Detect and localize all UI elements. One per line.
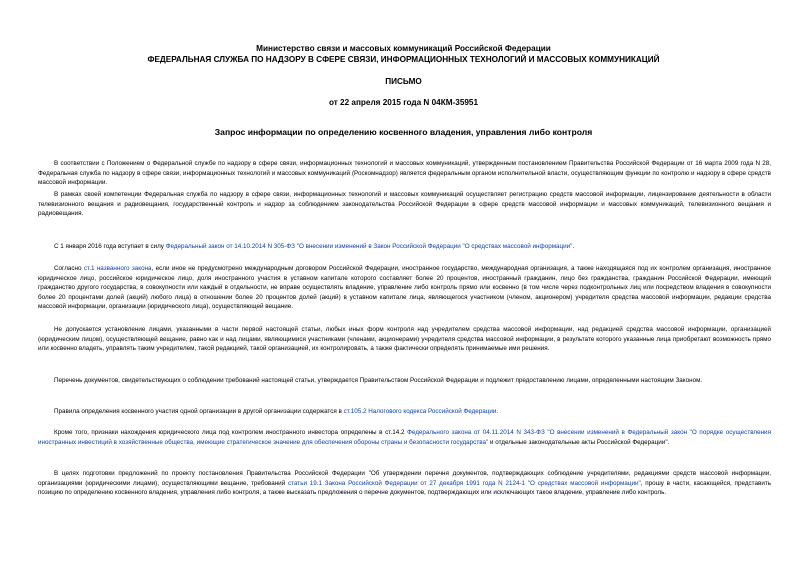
paragraph-3-end: .	[572, 243, 575, 250]
federal-law-343-link[interactable]: Федерального закона от 04.11.2014 N 343-ФЗ "О внесении изменений в Федеральный закон "О порядке осуществления иностранных инвестиций в хозяйственные общества, имеющие стратегическое значение для обеспечения обороны страны и безопасности государства"	[38, 429, 771, 446]
paragraph-4-body: , если иное не предусмотрено международным договором Российской Федерации, иностранное государство, международная организация, а также находящаяся под их контролем организация, иностранное юридическое лицо, российское юридическое лицо, доля иностранного участия в уставном капитале которого составляет более 20 процентов, иностранный гражданин, лицо без гражданства, гражданин Российской Федерации, имеющий гражданство другого государства, в совокупности или каждый в отдельности, не вправе осуществлять владение, управление либо контроль прямо или косвенно (в том числе через подконтрольных лиц или посредством владения в совокупности более 20 процентами долей (акций) любого лица) в отношении более 20 процентов долей (акций) в уставном капитале лица, являющегося участником (членом, акционером) учредителя средства массовой информации, редакции средства массовой информации, организации (юридического лица), осуществляющей вещание.	[38, 265, 771, 310]
paragraph-8	[38, 428, 771, 447]
paragraph-9	[38, 469, 771, 498]
paragraph-3	[38, 242, 771, 252]
paragraph-8-end: и отдельные законодательные акты Российской Федерации".	[488, 438, 670, 446]
paragraph-3-text: С 1 января 2016 года вступает в силу	[54, 243, 166, 250]
article-19-1-link[interactable]: статьи 19.1 Закона Российской Федерации от 27 декабря 1991 года N 2124-1 "О средствах массовой информации"	[287, 479, 641, 487]
document-type: ПИСЬМО	[385, 77, 422, 86]
paragraph-2: В рамках своей компетенции Федеральная служба по надзору в сфере связи, информационных технологий и массовых коммуникаций осуществляет регистрацию средств массовой информации, лицензирование деятельности в области телевизионного вещания и радиовещания, государственный контроль и надзор за соблюдением законодательства Российской Федерации в сфере средств массовой информации и массовых коммуникаций, телевизионного вещания и радиовещания.	[38, 191, 771, 217]
paragraph-7-end: .	[496, 408, 499, 415]
tax-code-article-link[interactable]: ст.105.2 Налогового кодекса Российской Федерации	[343, 408, 497, 415]
paragraph-9-text: В целях подготовки предложений по проекту постановления Правительства Российской Федерации "Об утверждении перечня документов, подтверждающих соблюдение учредителями, редакциями средств массовой информации, организациями (юридическими лицами), осуществляющими вещание, требований	[38, 470, 771, 487]
paragraph-4-text: Согласно	[54, 265, 84, 272]
paragraph-1: В соответствии с Положением о Федеральной службе по надзору в сфере связи, информационных технологий и массовых коммуникаций, утвержденным постановлением Правительства Российской Федерации от 16 марта 2009 года N 28, Федеральная служба по надзору в сфере связи, информационных технологий и массовых коммуникаций (Роскомнадзор) является федеральным органом исполнительной власти, осуществляющим функции по контролю и надзору в сфере средств массовой информации.	[38, 160, 771, 186]
paragraph-7-text: Правила определения косвенного участия одной организации в другой организации содержатся в	[54, 408, 344, 415]
document-date-number: от 22 апреля 2015 года N 04КМ-35951	[328, 98, 479, 107]
federal-law-305-link[interactable]: Федеральный закон от 14.10.2014 N 305-ФЗ "О внесении изменений в Закон Российской Федерации "О средствах массовой информации"	[165, 243, 573, 250]
paragraph-4	[38, 264, 771, 312]
paragraph-7	[38, 407, 771, 417]
document-subject: Запрос информации по определению косвенного владения, управления либо контроля	[214, 127, 593, 137]
ministry-name: Министерство связи и массовых коммуникаций Российской Федерации	[256, 44, 551, 53]
paragraph-9-end: , прошу в части, касающейся, представить позицию по определению косвенного владения, управления либо контроля, а также высказать предложения о перечне документов, подтверждающих или исключающих такое владение, управление либо контроль.	[38, 479, 771, 496]
paragraph-6: Перечень документов, свидетельствующих о соблюдении требований настоящей статьи, утверждается Правительством Российской Федерации и подлежит предоставлению лицами, определенными настоящим Законом.	[54, 377, 703, 384]
service-name: ФЕДЕРАЛЬНАЯ СЛУЖБА ПО НАДЗОРУ В СФЕРЕ СВЯЗИ, ИНФОРМАЦИОННЫХ ТЕХНОЛОГИЙ И МАССОВЫХ КОММУНИКАЦИЙ	[147, 55, 660, 64]
paragraph-5: Не допускается установление лицами, указанными в части первой настоящей статьи, любых иных форм контроля над учредителем средства массовой информации, над редакцией средства массовой информации, организацией (юридическим лицом), осуществляющей вещание, равно как и над лицами, являющимися участниками (членами, акционерами) учредителя средства массовой информации, в результате которого указанные лица приобретают возможность прямо или косвенно владеть, управлять таким учредителем, такой редакцией, такой организацией, их контролировать, а также фактически определять принимаемые ими решения.	[38, 326, 771, 352]
article-1-link[interactable]: ст.1 названного закона	[83, 265, 152, 272]
paragraph-8-text: Кроме того, признаки нахождения юридического лица под контролем иностранного инвестора определены в ст.14.2	[54, 429, 408, 436]
